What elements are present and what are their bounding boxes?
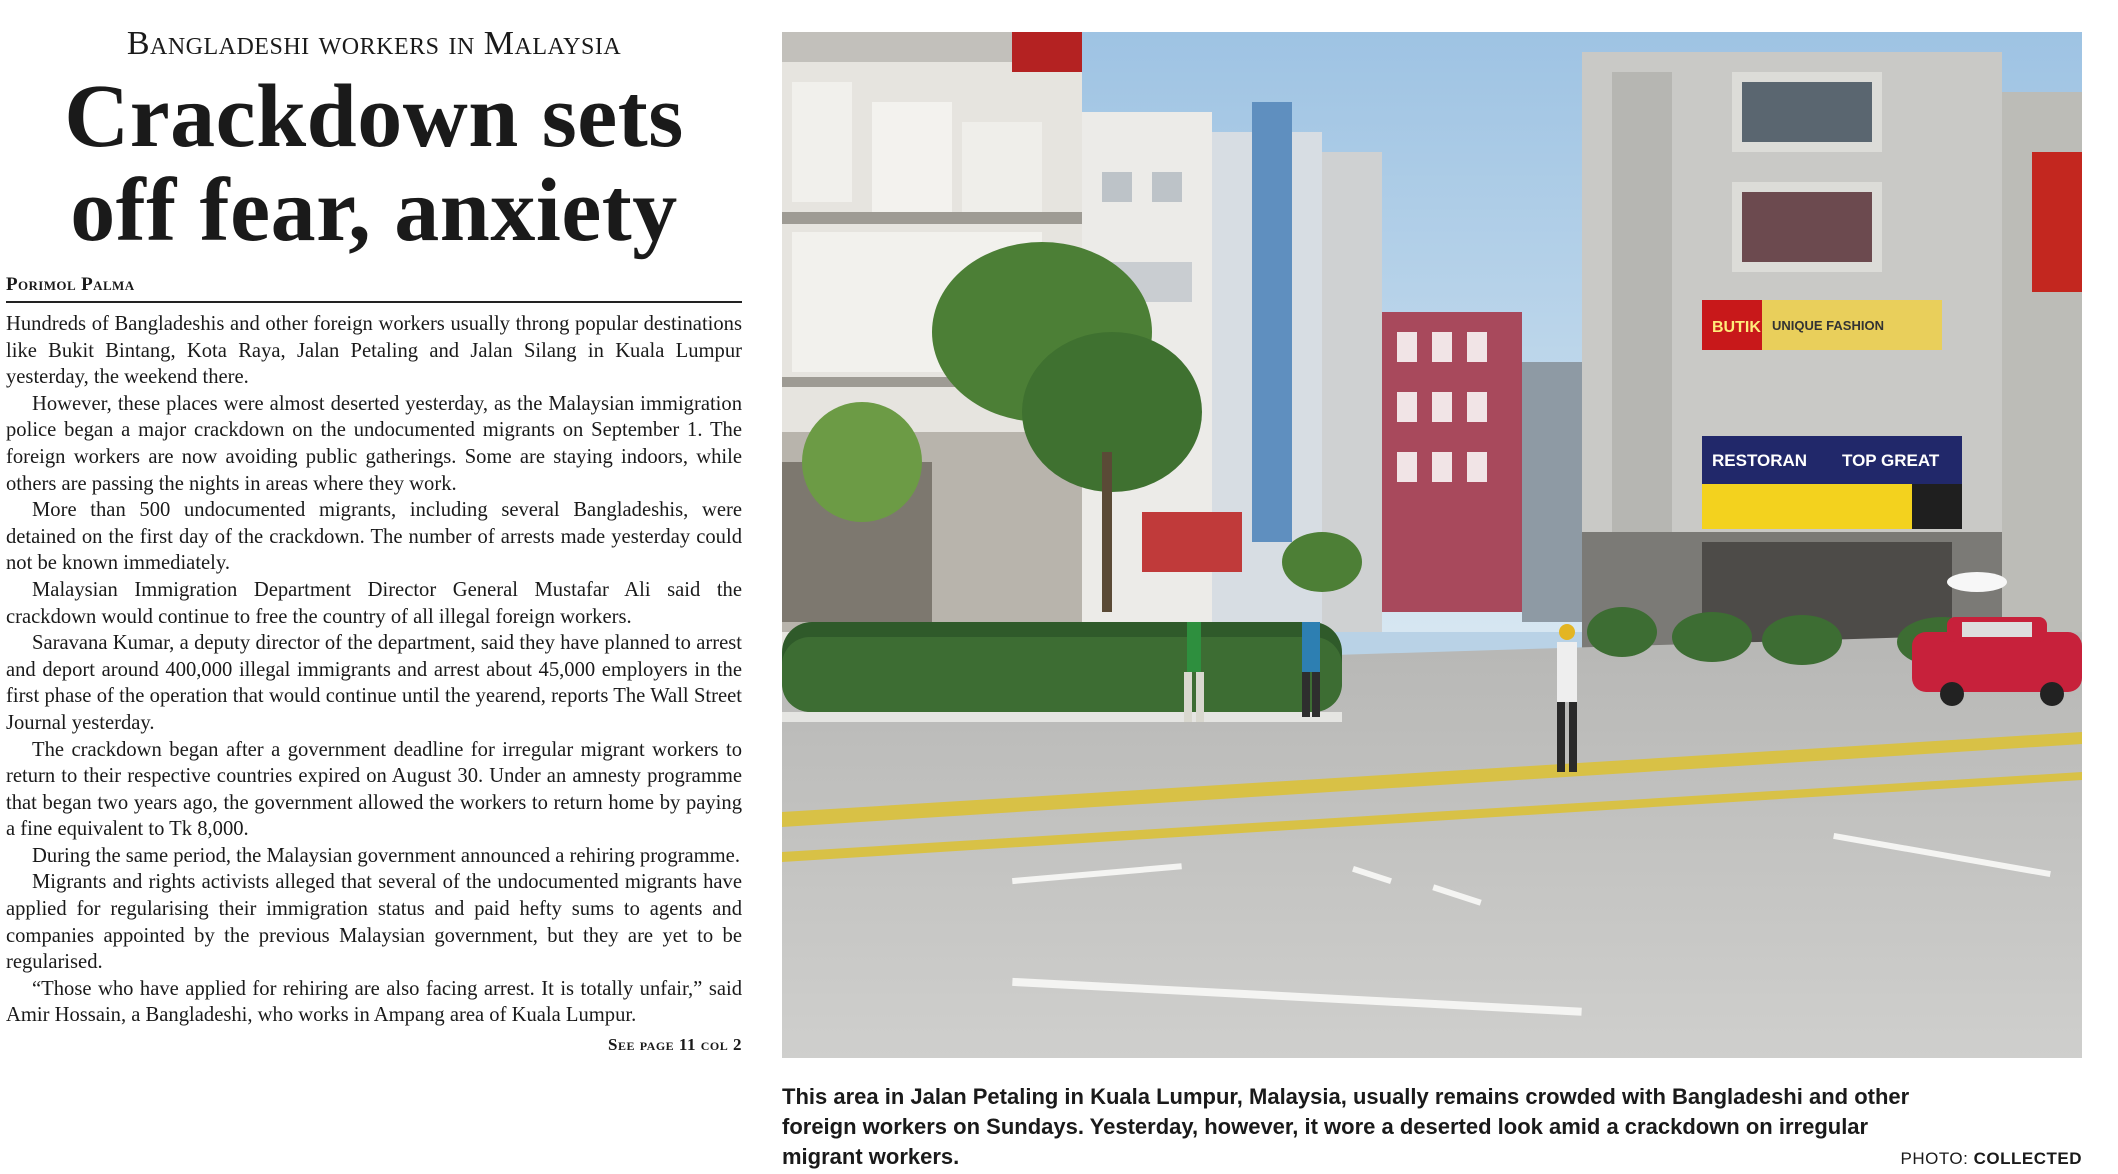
credit-label: PHOTO:	[1900, 1149, 1969, 1168]
credit-name: COLLECTED	[1973, 1149, 2082, 1168]
fashion-sign-text: UNIQUE FASHION	[1772, 318, 1884, 333]
paragraph: Hundreds of Bangladeshis and other foreign workers usually throng popular destinations like Bukit Bintang, Kota Raya, Jalan Petaling and Jalan Silang in Kuala Lumpur yesterday, the weekend there.	[6, 313, 742, 389]
paragraph: During the same period, the Malaysian government announced a rehiring programme.	[32, 844, 740, 867]
paragraph: Malaysian Immigration Department Director General Mustafar Ali said the crackdown would continue to free the country of all illegal foreign workers.	[6, 578, 742, 628]
paragraph: Saravana Kumar, a deputy director of the department, said they have planned to arrest and deport around 400,000 illegal immigrants and arrest about 45,000 employers in the first phase of the operation that would continue until the yearend, reports The Wall Street Journal yesterday.	[6, 632, 742, 734]
topgreat-sign-text: TOP GREAT	[1842, 451, 1940, 470]
umbrella	[1947, 572, 2007, 592]
street-scene-illustration	[782, 32, 2082, 1058]
article-kicker: Bangladeshi workers in Malaysia	[126, 25, 622, 62]
paragraph: More than 500 undocumented migrants, including several Bangladeshis, were detained on the first day of the crackdown. The number of arrests made yesterday could not be known immediately.	[6, 499, 742, 575]
article-body	[6, 311, 742, 1029]
restoran-sign-text: RESTORAN	[1712, 451, 1808, 470]
caption-text: This area in Jalan Petaling in Kuala Lumpur, Malaysia, usually remains crowded with Bangladeshi and other foreign workers on Sundays. Yesterday, however, it wore a deserted look amid a crackdown on irregular migrant workers.	[782, 1084, 1910, 1169]
headline-line-2: off fear, anxiety	[70, 161, 678, 260]
street-photo	[782, 32, 2082, 1058]
curb	[782, 712, 1342, 722]
headline-line-1: Crackdown sets	[64, 67, 684, 166]
butik-sign-text: BUTIK	[1712, 319, 1761, 336]
jump-line: See page 11 col 2	[608, 1035, 742, 1055]
right-corner-building	[1582, 52, 2082, 652]
article-column	[6, 24, 742, 1154]
photo-caption	[782, 1082, 2082, 1172]
article-headline	[6, 67, 742, 260]
paragraph: Migrants and rights activists alleged that several of the undocumented migrants have applied for regularising their immigration status and paid hefty sums to agents and companies appointed by the previous Malaysian government, but they are yet to be regularised.	[6, 871, 742, 974]
paragraph: The crackdown began after a government deadline for irregular migrant workers to return to their respective countries expired on August 30. Under an amnesty programme that began two years ago, the government allowed the workers to return home by paying a fine equivalent to Tk 8,000.	[6, 738, 742, 841]
paragraph: However, these places were almost deserted yesterday, as the Malaysian immigration police began a major crackdown on the undocumented migrants on September 1. The foreign workers are now avoiding public gatherings. Some are staying indoors, while others are passing the nights in areas where they work.	[6, 392, 742, 495]
article-byline: Porimol Palma	[6, 274, 742, 303]
photo-credit	[1901, 1144, 2083, 1174]
paragraph: “Those who have applied for rehiring are also facing arrest. It is totally unfair,” said Amir Hossain, a Bangladeshi, who works in Ampang area of Kuala Lumpur.	[6, 977, 742, 1027]
